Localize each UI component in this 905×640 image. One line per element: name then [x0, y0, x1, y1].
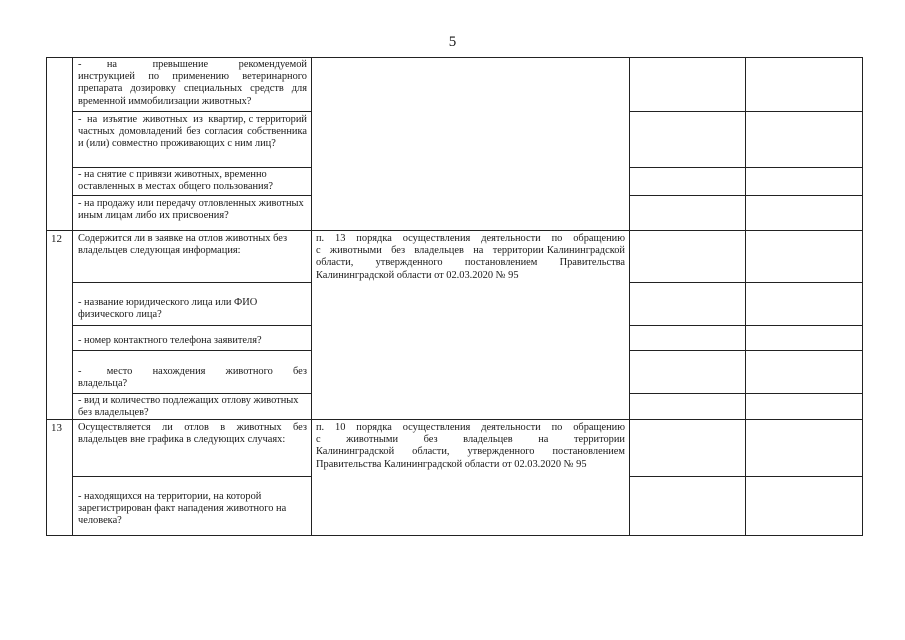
column-divider [311, 57, 312, 536]
table-border-top [46, 57, 863, 58]
row-divider [72, 282, 311, 283]
table-border-right [862, 57, 863, 536]
row-divider [629, 476, 862, 477]
question-text: - находящихся на территории, на которой зарегистрирован факт нападения животного на человека? [78, 491, 287, 527]
row-divider [629, 325, 862, 326]
row-divider [629, 393, 862, 394]
row-divider [629, 282, 862, 283]
row-divider [629, 167, 862, 168]
row-number: 13 [51, 422, 62, 434]
column-divider [629, 57, 630, 536]
row-divider [629, 195, 862, 196]
table-border-left [46, 57, 47, 536]
row-divider [72, 167, 311, 168]
table-border-bottom [46, 535, 863, 536]
row-divider [72, 393, 311, 394]
legal-reference: п. 13 порядка осуществления деятельности по обращению с животными без владельцев на территории Калининградской области, утвержденного постановлением Правительства Калининградской области от 02.03.2020 № 95 [316, 233, 625, 281]
row-divider [72, 195, 311, 196]
question-text: - на снятие с привязи животных, временно оставленных в местах общего пользования? [78, 169, 274, 193]
page-number: 5 [448, 34, 457, 50]
column-divider [745, 57, 746, 536]
question-text: - на продажу или передачу отловленных животных иным лицам либо их присвоения? [78, 198, 304, 222]
question-text: - название юридического лица или ФИО физического лица? [78, 297, 258, 321]
row-divider [629, 350, 862, 351]
question-text: Содержится ли в заявке на отлов животных без владельцев следующая информация: [78, 233, 288, 257]
question-text: - место нахождения животного без владельца? [78, 366, 307, 390]
question-text: - на превышение рекомендуемой инструкцией по применению ветеринарного препарата дозировку специальных средств для временной иммобилизации животных? [78, 59, 307, 107]
row-divider [629, 111, 862, 112]
row-divider [72, 325, 311, 326]
question-text: Осуществляется ли отлов в животных без владельцев вне графика в следующих случаях: [78, 422, 307, 446]
legal-reference: п. 10 порядка осуществления деятельности по обращению с животными без владельцев на территории Калининградской области, утвержденного постановлением Правительства Калининградской области от 02.03.2020 № 95 [316, 422, 625, 470]
checklist-table [46, 57, 863, 536]
question-text: - вид и количество подлежащих отлову животных без владельцев? [78, 395, 299, 419]
group-divider [46, 230, 863, 231]
row-divider [72, 350, 311, 351]
column-divider [72, 57, 73, 536]
row-divider [72, 111, 311, 112]
question-text: - на изъятие животных из квартир, с территорий частных домовладений без согласия собственника и (или) совместно проживающих с ним лиц? [78, 114, 307, 150]
row-divider [72, 476, 311, 477]
question-text: - номер контактного телефона заявителя? [78, 335, 262, 346]
row-number: 12 [51, 233, 62, 245]
